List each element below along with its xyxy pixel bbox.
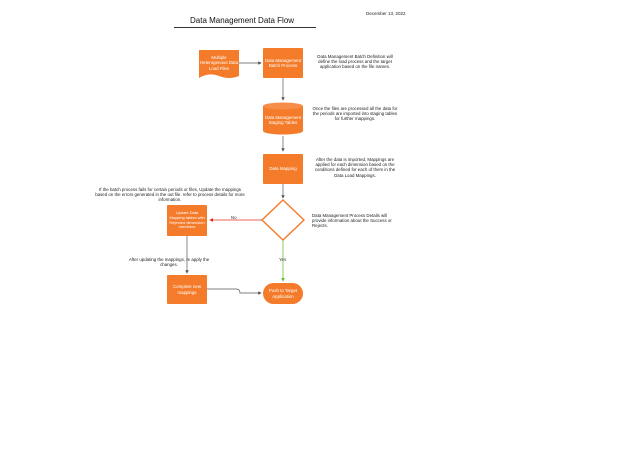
staging-note: Once the files are processed all the data for the periods are imported into staging tables for further mappings. [312, 106, 398, 122]
update-mapping-node: Update Data Mapping tables with Rejected dimension members [167, 205, 207, 236]
complete-mappings-node: Complete new mappings [167, 275, 207, 304]
mapping-note: After the data is imported, Mappings are applied for each dimension based on the conditions defined for each of them in the Data Load Mappings. [314, 157, 396, 178]
failure-note: If the batch process fails for certain periods or files, Update the mappings based on the errors generated in the out file. refer to process details for more information. [95, 187, 245, 203]
batch-note: Data Management Batch Definition will define the load process and the target application based on the file names. [317, 54, 393, 70]
reapply-note: After updating the mappings, re apply the changes. [128, 257, 210, 268]
date-label: December 13, 2022 [366, 11, 406, 16]
staging-tables-node: Data Management Staging Tables [264, 114, 302, 125]
page-title: Data Management Data Flow [190, 16, 295, 25]
decision-diamond-shape [262, 200, 304, 240]
push-target-node: Push to Target Application [268, 288, 298, 299]
source-files-node: Multiple Heterogenous Data Load Files [199, 55, 239, 71]
data-mapping-node: Data Mapping [263, 154, 303, 184]
decision-note: Data Management Process Details will provide information about the Success or Rejects. [312, 213, 392, 229]
batch-process-node: Data Management Batch Process [263, 48, 303, 78]
yes-edge-label: Yes [279, 257, 287, 262]
arrow-complete-to-push [207, 289, 261, 293]
no-edge-label: No [231, 215, 237, 220]
